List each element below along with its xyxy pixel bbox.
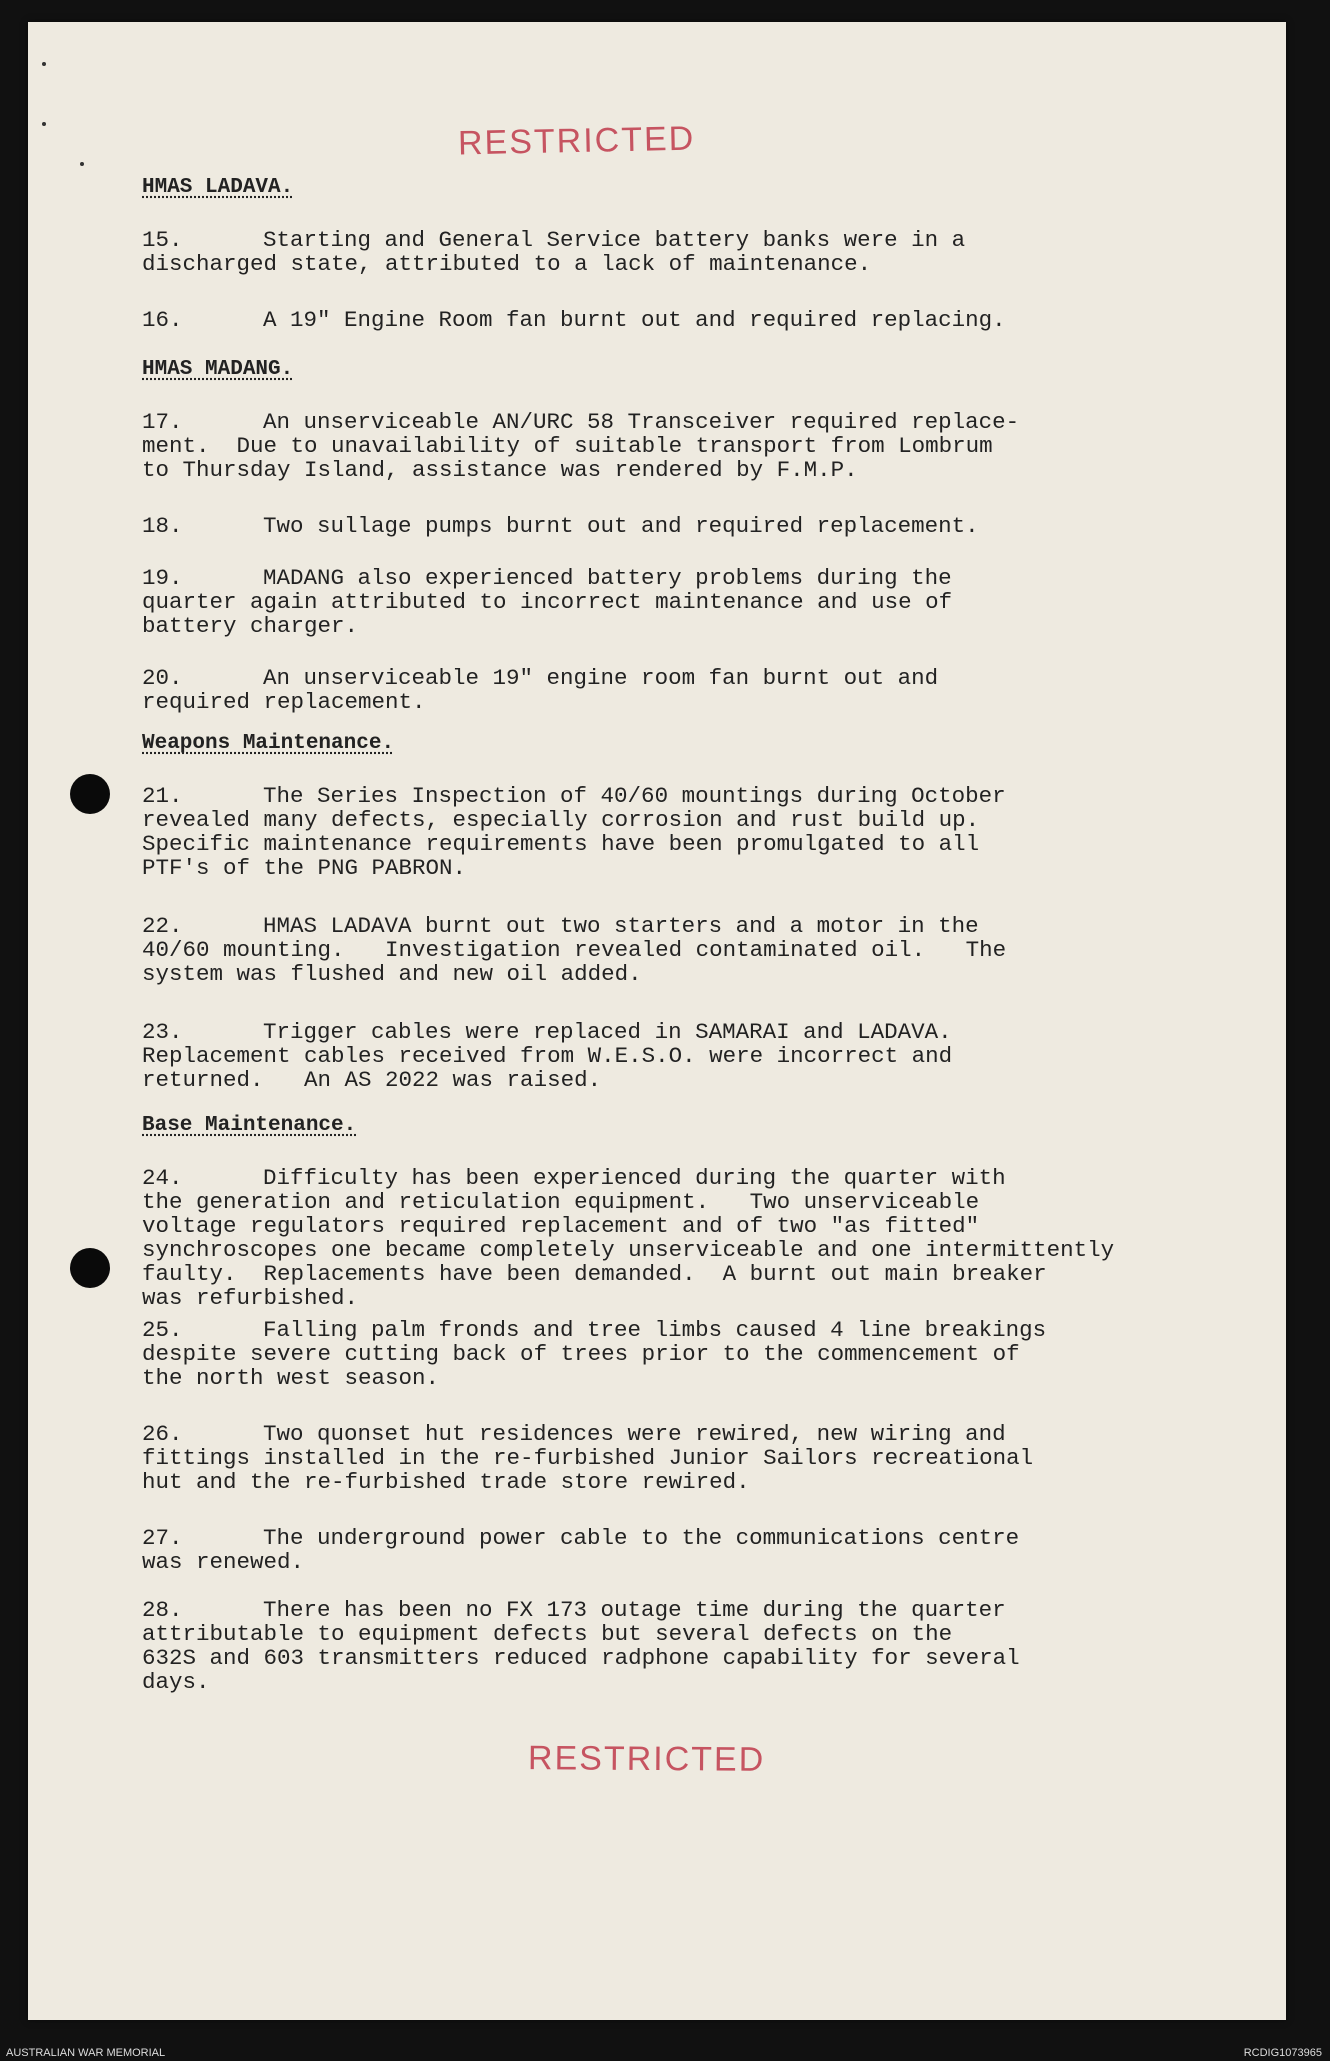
- archive-credit: AUSTRALIAN WAR MEMORIAL: [6, 2047, 166, 2059]
- paragraph-text: Starting and General Service battery banks were in a discharged state, attributed to a lack of maintenance.: [142, 227, 966, 277]
- paragraph-text: The underground power cable to the communications centre was renewed.: [142, 1525, 1020, 1575]
- paragraph: [142, 1598, 1222, 1694]
- paragraph: [142, 1020, 1222, 1092]
- punch-mark: [42, 122, 46, 126]
- paragraph-text: MADANG also experienced battery problems during the quarter again attributed to incorrect maintenance and use of battery charger.: [142, 565, 953, 639]
- paragraph-text: An unserviceable 19" engine room fan burnt out and required replacement.: [142, 665, 939, 715]
- paragraph: [142, 514, 1222, 538]
- binding-hole: [70, 1248, 110, 1288]
- paragraph: [142, 1526, 1222, 1574]
- paragraph-number: 23.: [142, 1019, 183, 1045]
- paragraph: [142, 914, 1222, 986]
- binding-hole: [70, 774, 110, 814]
- paragraph-number: 24.: [142, 1165, 183, 1191]
- paragraph-number: 21.: [142, 783, 183, 809]
- document-page: [28, 22, 1286, 2020]
- punch-mark: [42, 62, 46, 66]
- paragraph-number: 16.: [142, 307, 183, 333]
- paragraph-number: 28.: [142, 1597, 183, 1623]
- paragraph-text: Two quonset hut residences were rewired, new wiring and fittings installed in the re-furbished Junior Sailors recreational hut and the re-furbished trade store rewired.: [142, 1421, 1034, 1495]
- section-heading: HMAS MADANG.: [142, 358, 294, 381]
- paragraph-number: 27.: [142, 1525, 183, 1551]
- section-heading: Base Maintenance.: [142, 1114, 357, 1137]
- paragraph-number: 26.: [142, 1421, 183, 1447]
- paragraph-text: Two sullage pumps burnt out and required replacement.: [263, 513, 979, 539]
- paragraph: [142, 1318, 1222, 1390]
- paragraph: [142, 410, 1222, 482]
- paragraph-number: 15.: [142, 227, 183, 253]
- punch-mark: [80, 162, 84, 166]
- paragraph-number: 17.: [142, 409, 183, 435]
- paragraph-text: There has been no FX 173 outage time during the quarter attributable to equipment defects but several defects on the 632S and 603 transmitters reduced radphone capability for several days.: [142, 1597, 1020, 1695]
- paragraph-text: A 19" Engine Room fan burnt out and required replacing.: [263, 307, 1006, 333]
- section-heading: HMAS LADAVA.: [142, 176, 294, 199]
- paragraph: [142, 784, 1222, 880]
- paragraph-number: 18.: [142, 513, 183, 539]
- paragraph-text: Difficulty has been experienced during the quarter with the generation and reticulation equipment. Two unserviceable voltage regulators required replacement and of two "as fitted" synchroscopes one became completely unserviceable and one intermittently faulty. Replacements have been demanded. A burnt out main breaker was refurbished.: [142, 1165, 1115, 1311]
- paragraph-text: Falling palm fronds and tree limbs caused 4 line breakings despite severe cutting back of trees prior to the commencement of the north west season.: [142, 1317, 1047, 1391]
- paragraph: [142, 666, 1222, 714]
- paragraph-number: 20.: [142, 665, 183, 691]
- section-heading: Weapons Maintenance.: [142, 732, 395, 755]
- paragraph-text: An unserviceable AN/URC 58 Transceiver required replace- ment. Due to unavailability of suitable transport from Lombrum to Thursday Island, assistance was rendered by F.M.P.: [142, 409, 1020, 483]
- paragraph: [142, 1422, 1222, 1494]
- restricted-stamp-top: RESTRICTED: [457, 119, 696, 163]
- paragraph-text: Trigger cables were replaced in SAMARAI and LADAVA. Replacement cables received from W.E.S.O. were incorrect and returned. An AS 2022 was raised.: [142, 1019, 953, 1093]
- paragraph: [142, 566, 1222, 638]
- paragraph: [142, 228, 1222, 276]
- paragraph: [142, 1166, 1222, 1310]
- paragraph-text: HMAS LADAVA burnt out two starters and a motor in the 40/60 mounting. Investigation revealed contaminated oil. The system was flushed and new oil added.: [142, 913, 1007, 987]
- paragraph-number: 22.: [142, 913, 183, 939]
- paragraph-text: The Series Inspection of 40/60 mountings during October revealed many defects, especially corrosion and rust build up. Specific maintenance requirements have been promulgated to all PTF's of the PNG PABRON.: [142, 783, 1006, 881]
- restricted-stamp-bottom: RESTRICTED: [527, 1739, 766, 1779]
- paragraph-number: 25.: [142, 1317, 183, 1343]
- paragraph: [142, 308, 1222, 332]
- archive-reference: RCDIG1073965: [1243, 2047, 1322, 2059]
- paragraph-number: 19.: [142, 565, 183, 591]
